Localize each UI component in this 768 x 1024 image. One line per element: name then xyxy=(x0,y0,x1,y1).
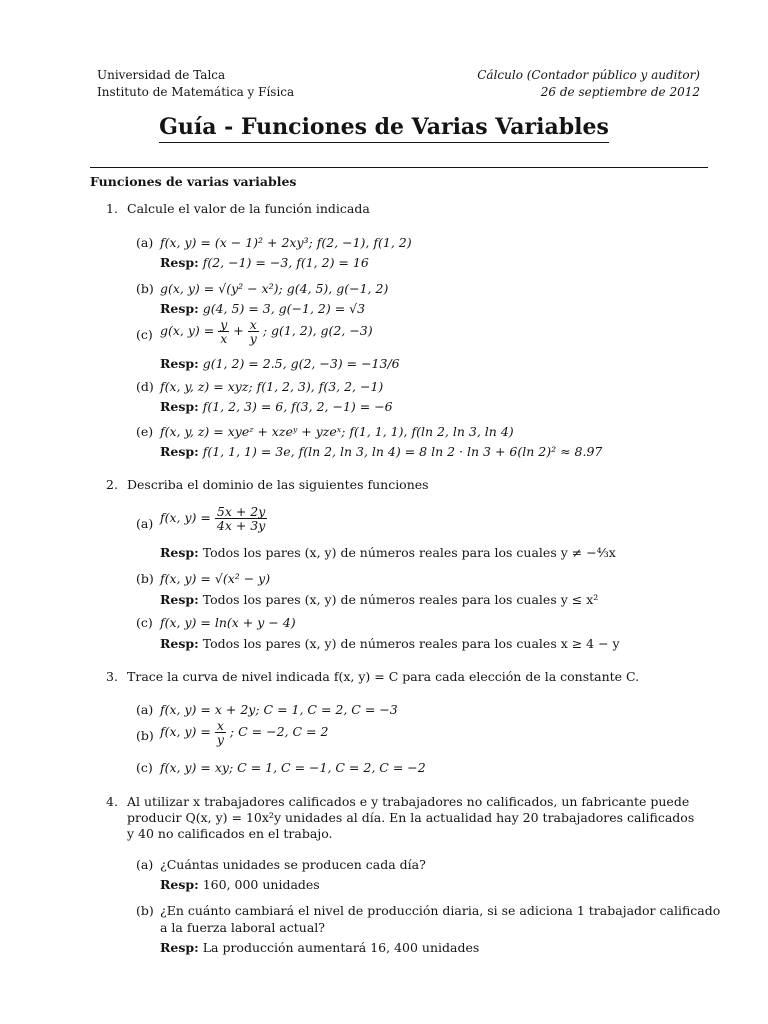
q1c-frac2-den: y xyxy=(249,331,257,347)
q3b-label: (b) xyxy=(136,728,154,743)
resp-label: Resp: xyxy=(160,255,199,270)
q2a-expr-wrap xyxy=(160,505,267,532)
q4b-resp xyxy=(160,940,479,955)
q1b-label: (b) xyxy=(136,281,154,296)
q4-line-3: y 40 no calificados en el trabajo. xyxy=(127,826,333,841)
q2a-fraction xyxy=(215,505,267,532)
q1c-fraction-1 xyxy=(218,318,229,345)
q2a-num: 5x + 2y xyxy=(216,504,266,519)
q3c-expr: f(x, y) = xy; C = 1, C = −1, C = 2, C = −2 xyxy=(160,760,426,775)
q1a-expr: f(x, y) = (x − 1)² + 2xy³; f(2, −1), f(1, 2) xyxy=(160,235,412,250)
q3c-label: (c) xyxy=(136,760,153,775)
q3b-fraction xyxy=(215,719,226,746)
q4b-label: (b) xyxy=(136,903,154,918)
q4b-question-line-2: a la fuerza laboral actual? xyxy=(160,920,325,935)
q3-number: 3. xyxy=(106,669,118,684)
resp-label: Resp: xyxy=(160,444,199,459)
resp-label: Resp: xyxy=(160,877,199,892)
q3b-rest: ; C = −2, C = 2 xyxy=(229,724,329,740)
q1a-resp-value: f(2, −1) = −3, f(1, 2) = 16 xyxy=(202,255,369,270)
q1d-expr: f(x, y, z) = xyz; f(1, 2, 3), f(3, 2, −1) xyxy=(160,379,384,394)
q1c-frac2-num: x xyxy=(249,317,257,332)
q1c-lhs: g(x, y) = xyxy=(160,323,215,339)
q1b-resp xyxy=(160,301,365,316)
q2c-expr: f(x, y) = ln(x + y − 4) xyxy=(160,615,296,630)
q4a-resp xyxy=(160,877,320,892)
q3a-label: (a) xyxy=(136,702,154,717)
q1e-expr: f(x, y, z) = xyeᶻ + xzeʸ + yzeˣ; f(1, 1, 1), f(ln 2, ln 3, ln 4) xyxy=(160,424,514,439)
q1c-expr-wrap xyxy=(160,318,373,345)
q2b-label: (b) xyxy=(136,571,154,586)
q1e-resp xyxy=(160,444,602,459)
header-course: Cálculo (Contador público y auditor) xyxy=(477,68,700,82)
q1d-resp xyxy=(160,399,393,414)
q2c-resp xyxy=(160,636,620,651)
header-university: Universidad de Talca xyxy=(97,68,226,82)
header-institute: Instituto de Matemática y Física xyxy=(97,85,295,99)
q2b-resp-value: Todos los pares (x, y) de números reales para los cuales y ≤ x² xyxy=(202,592,599,607)
q4-number: 4. xyxy=(106,794,118,809)
q2-number: 2. xyxy=(106,477,118,492)
section-title: Funciones de varias variables xyxy=(90,174,297,189)
q1-prompt: Calcule el valor de la función indicada xyxy=(127,201,370,216)
q3b-lhs: f(x, y) = xyxy=(160,724,211,740)
page-title: Guía - Funciones de Varias Variables xyxy=(159,114,609,143)
q1b-expr: g(x, y) = √(y² − x²); g(4, 5), g(−1, 2) xyxy=(160,281,389,296)
resp-label: Resp: xyxy=(160,592,199,607)
q2a-lhs: f(x, y) = xyxy=(160,510,211,526)
q3b-expr-wrap xyxy=(160,719,328,746)
q3-prompt: Trace la curva de nivel indicada f(x, y) = C para cada elección de la constante C. xyxy=(127,669,640,684)
q1e-label: (e) xyxy=(136,424,154,439)
q3b-den: y xyxy=(216,732,224,748)
q2a-resp-value: Todos los pares (x, y) de números reales para los cuales y ≠ −⁴⁄₃x xyxy=(202,545,616,560)
q3a-expr: f(x, y) = x + 2y; C = 1, C = 2, C = −3 xyxy=(160,702,398,717)
q4-line-1: Al utilizar x trabajadores calificados e y trabajadores no calificados, un fabricante puede xyxy=(127,794,690,809)
q2-prompt: Describa el dominio de las siguientes funciones xyxy=(127,477,429,492)
q1b-resp-value: g(4, 5) = 3, g(−1, 2) = √3 xyxy=(202,301,366,316)
q2a-label: (a) xyxy=(136,516,154,531)
q1c-fraction-2 xyxy=(248,318,259,345)
header-date: 26 de septiembre de 2012 xyxy=(540,85,700,99)
q1a-label: (a) xyxy=(136,235,154,250)
q2a-den: 4x + 3y xyxy=(216,518,266,534)
resp-label: Resp: xyxy=(160,636,199,651)
q2c-resp-value: Todos los pares (x, y) de números reales para los cuales x ≥ 4 − y xyxy=(202,636,620,651)
q1d-resp-value: f(1, 2, 3) = 6, f(3, 2, −1) = −6 xyxy=(202,399,393,414)
q1c-rest: ; g(1, 2), g(2, −3) xyxy=(262,323,373,339)
q2b-resp xyxy=(160,592,598,607)
q1e-resp-value: f(1, 1, 1) = 3e, f(ln 2, ln 3, ln 4) = 8 ln 2 · ln 3 + 6(ln 2)² ≈ 8.97 xyxy=(202,444,603,459)
resp-label: Resp: xyxy=(160,940,199,955)
q2a-resp xyxy=(160,545,616,560)
q1c-resp xyxy=(160,356,400,371)
q1c-plus: + xyxy=(233,323,244,339)
q4a-label: (a) xyxy=(136,857,154,872)
resp-label: Resp: xyxy=(160,545,199,560)
q1c-resp-value: g(1, 2) = 2.5, g(2, −3) = −13/6 xyxy=(202,356,400,371)
resp-label: Resp: xyxy=(160,301,199,316)
q1c-label: (c) xyxy=(136,327,153,342)
page-title-wrap xyxy=(0,114,768,143)
q1c-frac1-den: x xyxy=(220,331,228,347)
q2b-expr: f(x, y) = √(x² − y) xyxy=(160,571,271,586)
q2c-label: (c) xyxy=(136,615,153,630)
title-rule xyxy=(90,167,708,168)
q4b-question-line-1: ¿En cuánto cambiará el nivel de producción diaria, si se adiciona 1 trabajador calificado xyxy=(160,903,721,918)
q4a-resp-value: 160, 000 unidades xyxy=(202,877,320,892)
q1c-frac1-num: y xyxy=(220,317,228,332)
q1a-resp xyxy=(160,255,369,270)
resp-label: Resp: xyxy=(160,356,199,371)
q3b-num: x xyxy=(216,718,224,733)
q1d-label: (d) xyxy=(136,379,154,394)
q4-line-2: producir Q(x, y) = 10x²y unidades al día. En la actualidad hay 20 trabajadores calificados xyxy=(127,810,695,825)
q4b-resp-value: La producción aumentará 16, 400 unidades xyxy=(202,940,480,955)
q4a-question: ¿Cuántas unidades se producen cada día? xyxy=(160,857,426,872)
q1-number: 1. xyxy=(106,201,118,216)
resp-label: Resp: xyxy=(160,399,199,414)
